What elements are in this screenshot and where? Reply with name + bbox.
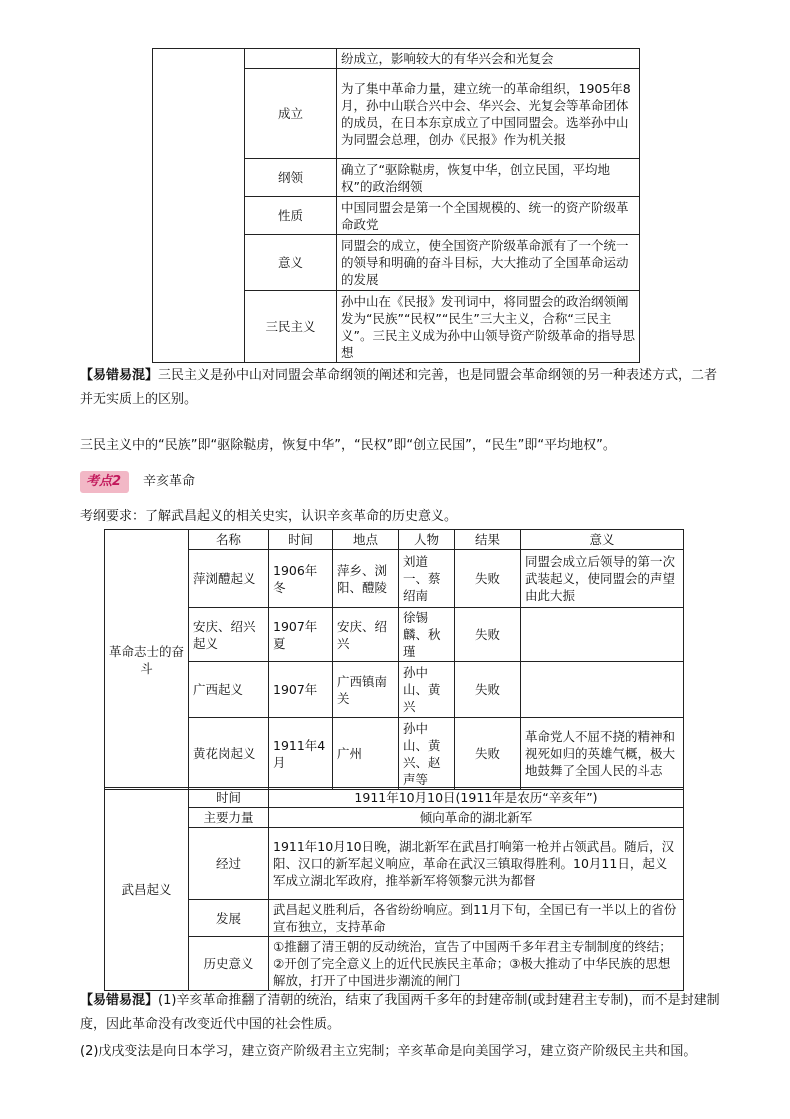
error-note-2 — [80, 989, 730, 1037]
row-text: 确立了“驱除鞑虏，恢复中华，创立民国，平均地权”的政治纲领 — [337, 159, 640, 197]
kaodian-title: 辛亥革命 — [143, 474, 196, 489]
row-text: 倾向革命的湖北新军 — [269, 808, 684, 828]
row-label: 纲领 — [245, 159, 337, 197]
uprising-meaning — [521, 662, 684, 718]
row-text: 武昌起义胜利后，各省纷纷响应。到11月下旬，全国已有一半以上的省份宣布独立，支持革命 — [269, 900, 684, 937]
header-cell: 时间 — [269, 530, 333, 550]
note-tag: 【易错易混】 — [80, 368, 159, 383]
row-text: 1911年10月10日晚，湖北新军在武昌打响第一枪并占领武昌。随后，汉阳、汉口的新军起义响应，革命在武汉三镇取得胜利。10月11日，起义军成立湖北军政府，推举新军将领黎元洪为都督 — [269, 828, 684, 900]
wuchang-table — [104, 787, 684, 991]
kaodian-header — [80, 470, 195, 494]
uprising-meaning: 同盟会成立后领导的第一次武装起义，使同盟会的声望由此大振 — [521, 550, 684, 608]
row-label: 成立 — [245, 69, 337, 159]
header-cell: 意义 — [521, 530, 684, 550]
uprising-place: 安庆、绍兴 — [333, 608, 399, 662]
uprising-name: 广西起义 — [189, 662, 269, 718]
row-label: 三民主义 — [245, 291, 337, 363]
uprising-time: 1907年夏 — [269, 608, 333, 662]
exam-requirement: 考纲要求：了解武昌起义的相关史实，认识辛亥革命的历史意义。 — [80, 509, 458, 524]
uprising-meaning — [521, 608, 684, 662]
header-cell: 地点 — [333, 530, 399, 550]
uprising-name: 安庆、绍兴起义 — [189, 608, 269, 662]
uprising-name: 萍浏醴起义 — [189, 550, 269, 608]
row-label: 主要力量 — [189, 808, 269, 828]
header-cell: 名称 — [189, 530, 269, 550]
header-cell: 结果 — [455, 530, 521, 550]
uprising-time: 1911年4月 — [269, 718, 333, 790]
note-text: (1)辛亥革命推翻了清朝的统治，结束了我国两千多年的封建帝制(或封建君主专制)，而不是封建制度，因此革命没有改变近代中国的社会性质。 — [80, 993, 720, 1032]
row-label: 意义 — [245, 235, 337, 291]
uprising-result: 失败 — [455, 718, 521, 790]
uprising-place: 广西镇南关 — [333, 662, 399, 718]
row-text: ①推翻了清王朝的反动统治，宣告了中国两千多年君主专制制度的终结；②开创了完全意义上的近代民族民主革命；③极大推动了中华民族的思想解放，打开了中国进步潮流的闸门 — [269, 937, 684, 991]
row-label: 发展 — [189, 900, 269, 937]
tongmenghui-table — [152, 48, 640, 363]
uprising-place: 广州 — [333, 718, 399, 790]
row-text: 为了集中革命力量，建立统一的革命组织，1905年8月，孙中山联合兴中会、华兴会、光复会等革命团体的成员，在日本东京成立了中国同盟会。选举孙中山为同盟会总理，创办《民报》作为机关报 — [337, 69, 640, 159]
uprising-people: 刘道一、蔡绍南 — [399, 550, 455, 608]
uprising-people: 徐锡麟、秋瑾 — [399, 608, 455, 662]
group-label: 革命志士的奋斗 — [105, 530, 189, 790]
note-tag: 【易错易混】 — [80, 993, 159, 1008]
error-note-2-part2: (2)戊戌变法是向日本学习，建立资产阶级君主立宪制；辛亥革命是向美国学习，建立资产阶级民主共和国。 — [80, 1044, 697, 1059]
uprising-meaning: 革命党人不屈不挠的精神和视死如归的英雄气概，极大地鼓舞了全国人民的斗志 — [521, 718, 684, 790]
table1-blank-cell — [153, 49, 245, 363]
uprising-result: 失败 — [455, 608, 521, 662]
group-label: 武昌起义 — [105, 788, 189, 991]
kaodian-badge: 考点2 — [80, 471, 129, 493]
row-text: 孙中山在《民报》发刊词中，将同盟会的政治纲领阐发为“民族”“民权”“民生”三大主义，合称“三民主义”。三民主义成为孙中山领导资产阶级革命的指导思想 — [337, 291, 640, 363]
row-label: 时间 — [189, 788, 269, 808]
uprising-place: 萍乡、浏阳、醴陵 — [333, 550, 399, 608]
row-text: 同盟会的成立，使全国资产阶级革命派有了一个统一的领导和明确的奋斗目标，大大推动了全国革命运动的发展 — [337, 235, 640, 291]
row-label: 性质 — [245, 197, 337, 235]
uprising-people: 孙中山、黄兴、赵声等 — [399, 718, 455, 790]
table1-top-text: 纷成立，影响较大的有华兴会和光复会 — [337, 49, 640, 69]
error-note-1 — [80, 364, 730, 412]
uprisings-table — [104, 529, 684, 790]
row-text: 中国同盟会是第一个全国规模的、统一的资产阶级革命政党 — [337, 197, 640, 235]
row-text: 1911年10月10日(1911年是农历“辛亥年”) — [269, 788, 684, 808]
header-cell: 人物 — [399, 530, 455, 550]
row-label: 历史意义 — [189, 937, 269, 991]
uprising-people: 孙中山、黄兴 — [399, 662, 455, 718]
uprising-time: 1906年冬 — [269, 550, 333, 608]
uprising-result: 失败 — [455, 662, 521, 718]
table1-blank-label — [245, 49, 337, 69]
uprising-name: 黄花岗起义 — [189, 718, 269, 790]
note-text: 三民主义是孙中山对同盟会革命纲领的阐述和完善，也是同盟会革命纲领的另一种表述方式，二者并无实质上的区别。 — [80, 368, 718, 407]
three-principles-note: 三民主义中的“民族”即“驱除鞑虏，恢复中华”，“民权”即“创立民国”，“民生”即“平均地权”。 — [80, 438, 616, 453]
uprising-result: 失败 — [455, 550, 521, 608]
row-label: 经过 — [189, 828, 269, 900]
uprising-time: 1907年 — [269, 662, 333, 718]
